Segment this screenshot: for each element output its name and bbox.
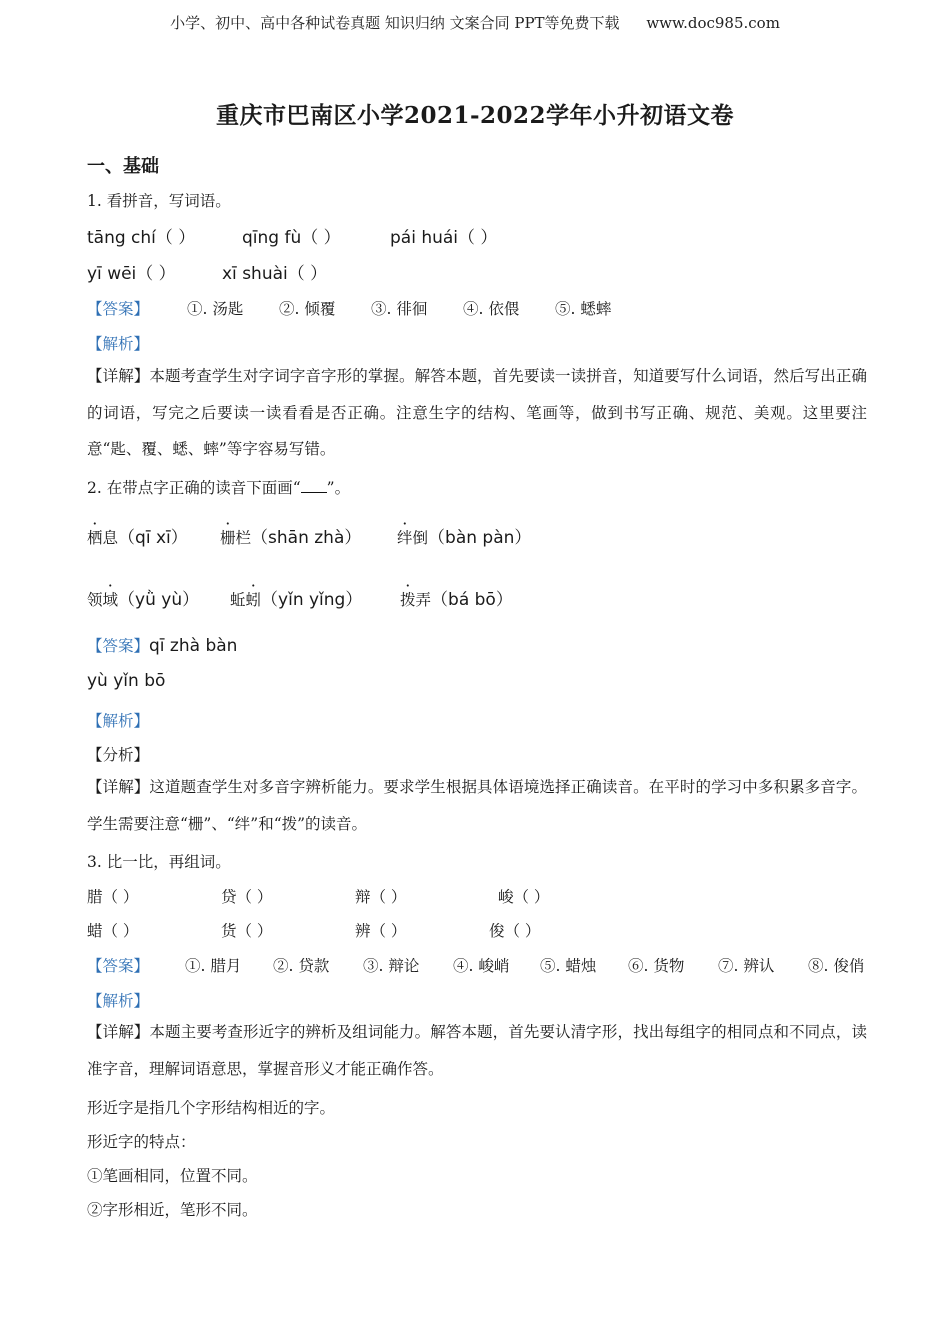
answer-item: ⑦. 辨认 — [718, 957, 775, 975]
q1-item: yī wēi（ ） — [87, 264, 176, 284]
q2-pinyin: （shān zhà） — [251, 528, 362, 548]
q2-char: 息 — [102, 529, 119, 547]
answer-item: ②. 贷款 — [273, 957, 330, 975]
q1-prompt: 1. 看拼音，写词语。 — [87, 192, 231, 210]
q2-dotted-char: 拨 — [400, 591, 416, 609]
q3-row2 — [87, 919, 540, 941]
q2-char: 栏 — [235, 529, 252, 547]
q3-item: 辩（ ） — [355, 888, 407, 906]
q2-dotted-char: 蚓 — [245, 591, 262, 609]
answer-tag: 【答案】 — [87, 637, 150, 655]
document-title: 重庆市巴南区小学2021-2022学年小升初语文卷 — [215, 102, 735, 129]
q3-prompt: 3. 比一比，再组词。 — [87, 853, 231, 871]
q3-item: 蜡（ ） — [87, 922, 139, 940]
q3-note-line: 形近字的特点： — [87, 1133, 196, 1151]
q1-item: qīng fù（ ） — [242, 228, 341, 248]
q3-note-line: ①笔画相同，位置不同。 — [87, 1167, 258, 1185]
analysis-tag: 【解析】 — [87, 992, 150, 1010]
q3-answer-row — [87, 954, 864, 976]
q2-char: 领 — [87, 591, 103, 609]
q2-prompt-text: 2. 在带点字正确的读音下面画“ — [87, 479, 301, 497]
answer-item: ⑤. 蜡烛 — [540, 957, 597, 975]
q3-item: 腊（ ） — [87, 888, 139, 906]
answer-item: ⑥. 货物 — [628, 957, 685, 975]
q1-row1 — [87, 223, 497, 248]
q2-answer-row — [87, 634, 237, 656]
answer-item: ⑤. 蟋蟀 — [555, 300, 612, 318]
q2-pinyin: （bàn pàn） — [428, 528, 532, 548]
q2-char: 弄 — [415, 591, 432, 609]
q3-item: 俊（ ） — [489, 922, 541, 940]
header-text: 小学、初中、高中各种试卷真题 知识归纳 文案合同 PPT等免费下载 — [170, 14, 620, 32]
page-header — [0, 12, 950, 33]
q2-prompt — [87, 476, 350, 498]
q1-item: xī shuài（ ） — [222, 264, 328, 284]
q2-answer-line2: yù yǐn bō — [87, 671, 166, 691]
q2-pinyin: （qī xī） — [118, 528, 188, 548]
q2-dotted-char: 栖 — [87, 529, 103, 547]
q3-item: 峻（ ） — [498, 888, 550, 906]
q2-fenxi: 【分析】 — [87, 746, 150, 764]
answer-item: ⑧. 俊俏 — [808, 957, 865, 975]
q2-pinyin: （yǜ yù） — [118, 590, 200, 610]
q1-item: tāng chí（ ） — [87, 228, 196, 248]
q3-note-line: ②字形相近，笔形不同。 — [87, 1201, 258, 1219]
q2-char: 倒 — [412, 529, 429, 547]
answer-item: ①. 腊月 — [185, 957, 242, 975]
q3-detail: 【详解】本题主要考查形近字的辨析及组词能力。解答本题，首先要认清字形，找出每组字的相同点和不同点，读准字音，理解词语意思，掌握音形义才能正确作答。 — [87, 1023, 867, 1078]
q2-dotted-char: 绊 — [397, 529, 413, 547]
q2-item — [400, 585, 513, 610]
analysis-tag: 【解析】 — [87, 335, 150, 353]
answer-item: ②. 倾覆 — [279, 300, 336, 318]
answer-item: ④. 峻峭 — [453, 957, 510, 975]
q2-detail: 【详解】这道题查学生对多音字辨析能力。要求学生根据具体语境选择正确读音。在平时的学习中多积累多音字。学生需要注意“栅”、“绊”和“拨”的读音。 — [87, 778, 867, 833]
q2-char: 蚯 — [230, 591, 246, 609]
answer-item: ①. 汤匙 — [187, 300, 244, 318]
q2-row2 — [87, 585, 513, 610]
q2-item — [220, 523, 397, 548]
answer-item: ③. 辩论 — [363, 957, 420, 975]
section-heading: 一、基础 — [87, 156, 159, 177]
q2-pinyin: （bá bō） — [431, 590, 513, 610]
q2-answer-line1: qī zhà bàn — [149, 636, 238, 656]
analysis-tag: 【解析】 — [87, 712, 150, 730]
q2-item — [87, 523, 220, 548]
q1-detail: 【详解】本题考查学生对字词字音字形的掌握。解答本题，首先要读一读拼音，知道要写什么词语，然后写出正确的词语，写完之后要读一读看看是否正确。注意生字的结构、笔画等，做到书写正确、规范、美观。这里要注意“匙、覆、蟋、蟀”等字容易写错。 — [87, 367, 867, 458]
q3-row1 — [87, 885, 549, 907]
answer-item: ③. 徘徊 — [371, 300, 428, 318]
q1-row2 — [87, 259, 327, 284]
q2-prompt-end: ”。 — [326, 479, 351, 497]
q3-note-line: 形近字是指几个字形结构相近的字。 — [87, 1099, 336, 1117]
q2-item — [87, 585, 230, 610]
q1-answer-row — [87, 297, 611, 319]
answer-item: ④. 依偎 — [463, 300, 520, 318]
q2-row1 — [87, 523, 531, 548]
q3-item: 贷（ ） — [221, 888, 273, 906]
header-url[interactable]: www.doc985.com — [646, 14, 780, 32]
q1-item: pái huái（ ） — [390, 228, 498, 248]
q3-item: 货（ ） — [221, 922, 273, 940]
underline-mark — [301, 480, 327, 493]
q2-dotted-char: 域 — [102, 591, 119, 609]
q2-pinyin: （yǐn yǐng） — [261, 590, 363, 610]
q2-item — [230, 585, 400, 610]
q2-dotted-char: 栅 — [220, 529, 236, 547]
q2-item — [397, 523, 531, 548]
answer-tag: 【答案】 — [87, 300, 150, 318]
answer-tag: 【答案】 — [87, 957, 150, 975]
q3-item: 辨（ ） — [355, 922, 407, 940]
